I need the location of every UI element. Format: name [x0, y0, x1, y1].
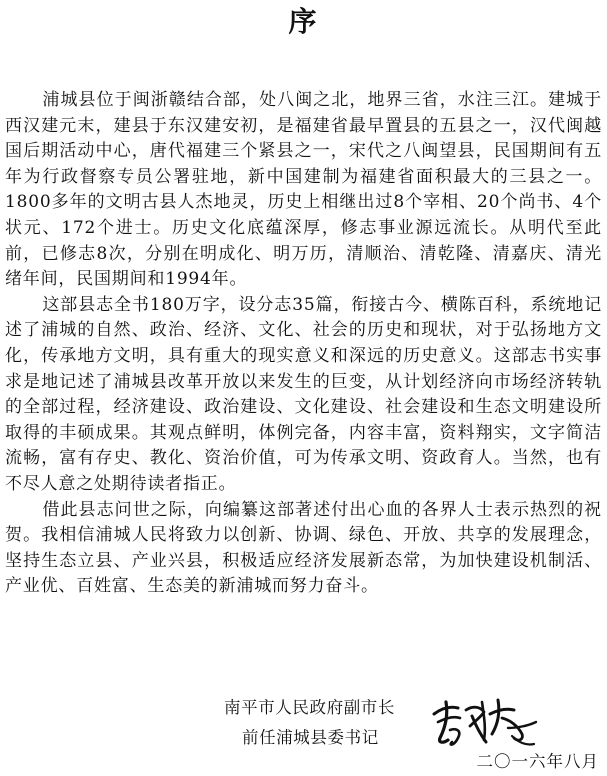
author-title-line-1: 南平市人民政府副市长: [224, 698, 395, 717]
author-title-line-2: 前任浦城县委书记: [242, 728, 379, 747]
paragraph-2: 这部县志全书180万字，设分志35篇，衔接古今、横陈百科，系统地记述了浦城的自然、政治、经济、文化、社会的历史和现状，对于弘扬地方文化，传承地方文明，具有重大的现实意义和深远的历史意义。这部志书实事求是地记述了浦城县改革开放以来发生的巨变，从计划经济向市场经济转轨的全部过程，经济建设、政治建设、文化建设、社会建设和生态文明建设所取得的丰硕成果。其观点鲜明，体例完备，内容丰富，资料翔实，文字简洁流畅，富有存史、教化、资治价值，可为传承文明、资政育人。当然，也有不尽人意之处期待读者指正。: [5, 294, 602, 494]
date-line: 二〇一六年八月: [476, 752, 599, 771]
signature-block: [0, 692, 607, 776]
preface-body: [5, 88, 602, 600]
paragraph-3: 借此县志问世之际，向编纂这部著述付出心血的各界人士表示热烈的祝贺。我相信浦城人民将致力以创新、协调、绿色、开放、共享的发展理念，坚持生态立县、产业兴县，积极适应经济发展新态常，为加快建设机制活、产业优、百姓富、生态美的新浦城而努力奋斗。: [5, 499, 602, 597]
handwritten-signature-icon: [428, 692, 540, 752]
page-title: 序: [288, 5, 319, 38]
paragraph-1: 浦城县位于闽浙赣结合部，处八闽之北，地界三省，水注三江。建城于西汉建元末，建县于东汉建安初，是福建省最早置县的五县之一，汉代闽越国后期活动中心，唐代福建三个紧县之一，宋代之八闽望县，民国期间有五年为行政督察专员公署驻地，新中国建制为福建省面积最大的三县之一。1800多年的文明古县人杰地灵，历史上相继出过8个宰相、20个尚书、4个状元、172个进士。历史文化底蕴深厚，修志事业源远流长。从明代至此前，已修志8次，分别在明成化、明万历，清顺治、清乾隆、清嘉庆、清光绪年间，民国期间和1994年。: [5, 90, 602, 290]
